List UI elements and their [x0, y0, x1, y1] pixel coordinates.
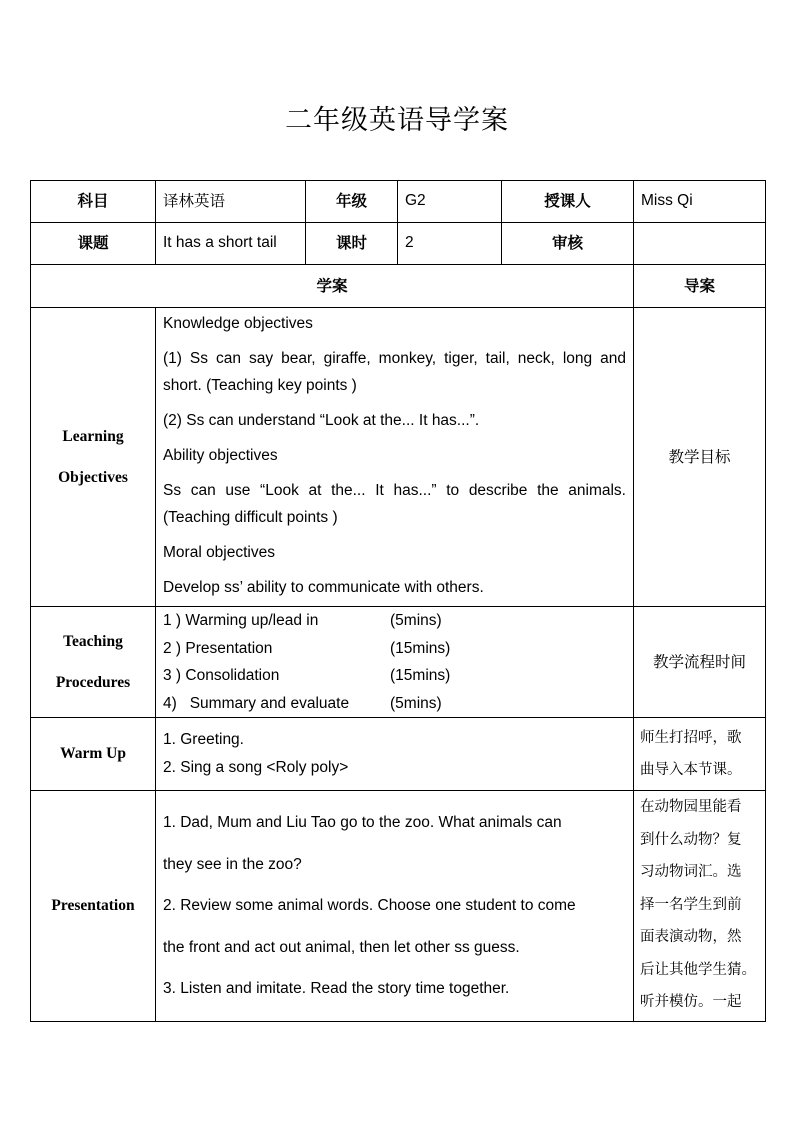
study-plan-header: 学案 — [31, 265, 634, 308]
warm-up-content — [156, 718, 634, 791]
review-value — [634, 223, 766, 265]
presentation-line: 1. Dad, Mum and Liu Tao go to the zoo. What animals can — [163, 814, 562, 832]
objective-line: Develop ss’ ability to communicate with others. — [163, 579, 484, 596]
topic-value: It has a short tail — [156, 223, 306, 265]
objective-line: (2) Ss can understand “Look at the... It has...”. — [163, 412, 480, 429]
subject-value: 译林英语 — [156, 181, 306, 223]
teaching-procedures-content — [156, 607, 634, 718]
teaching-procedures-label: Teaching Procedures — [31, 607, 156, 718]
teaching-procedures-row — [31, 607, 766, 718]
grade-value: G2 — [398, 181, 502, 223]
warm-up-row — [31, 718, 766, 791]
subject-label: 科目 — [31, 181, 156, 223]
objective-line: Ability objectives — [163, 447, 278, 464]
page-title: 二年级英语导学案 — [285, 105, 509, 136]
period-label: 课时 — [306, 223, 398, 265]
info-row-1 — [31, 181, 766, 223]
column-header-row — [31, 265, 766, 308]
info-row-2 — [31, 223, 766, 265]
review-label: 审核 — [502, 223, 634, 265]
learning-objectives-row — [31, 308, 766, 607]
objective-line: Ss can use “Look at the... It has...” to describe the animals. (Teaching difficult points ) — [163, 482, 626, 526]
presentation-line: 2. Review some animal words. Choose one student to come — [163, 897, 576, 915]
procedure-step: 1 ) Warming up/lead in (5mins) — [163, 612, 442, 629]
presentation-line: the front and act out animal, then let other ss guess. — [163, 938, 520, 956]
teaching-procedures-guide: 教学流程时间 — [634, 607, 766, 718]
period-value: 2 — [398, 223, 502, 265]
learning-objectives-label: Learning Objectives — [31, 308, 156, 607]
objective-line: Moral objectives — [163, 544, 275, 561]
procedure-step: 2 ) Presentation (15mins) — [163, 639, 451, 657]
warm-up-item: 2. Sing a song <Roly poly> — [163, 759, 349, 776]
learning-objectives-content — [156, 308, 634, 607]
procedure-step: 4) Summary and evaluate (5mins) — [163, 694, 442, 712]
presentation-line: 3. Listen and imitate. Read the story time together. — [163, 980, 510, 998]
objective-line: Knowledge objectives — [163, 315, 313, 332]
presentation-row — [31, 791, 766, 1022]
teacher-label: 授课人 — [502, 181, 634, 223]
guide-plan-header: 导案 — [634, 265, 766, 308]
teacher-value: Miss Qi — [634, 181, 766, 223]
presentation-guide: 在动物园里能看 到什么动物？复 习动物词汇。选 择一名学生到前 面表演动物，然 后让其他学生猜。 听并模仿。一起 — [634, 791, 766, 1022]
procedure-step: 3 ) Consolidation (15mins) — [163, 667, 451, 684]
objective-line: (1) Ss can say bear, giraffe, monkey, tiger, tail, neck, long and short. (Teaching key points ) — [163, 350, 626, 394]
learning-objectives-guide: 教学目标 — [634, 308, 766, 607]
presentation-label: Presentation — [31, 791, 156, 1022]
grade-label: 年级 — [306, 181, 398, 223]
presentation-content — [156, 791, 634, 1022]
presentation-line: they see in the zoo? — [163, 855, 302, 873]
warm-up-item: 1. Greeting. — [163, 731, 244, 748]
topic-label: 课题 — [31, 223, 156, 265]
warm-up-guide: 师生打招呼，歌 曲导入本节课。 — [634, 718, 766, 791]
lesson-plan-table — [30, 180, 766, 1022]
warm-up-label: Warm Up — [31, 718, 156, 791]
